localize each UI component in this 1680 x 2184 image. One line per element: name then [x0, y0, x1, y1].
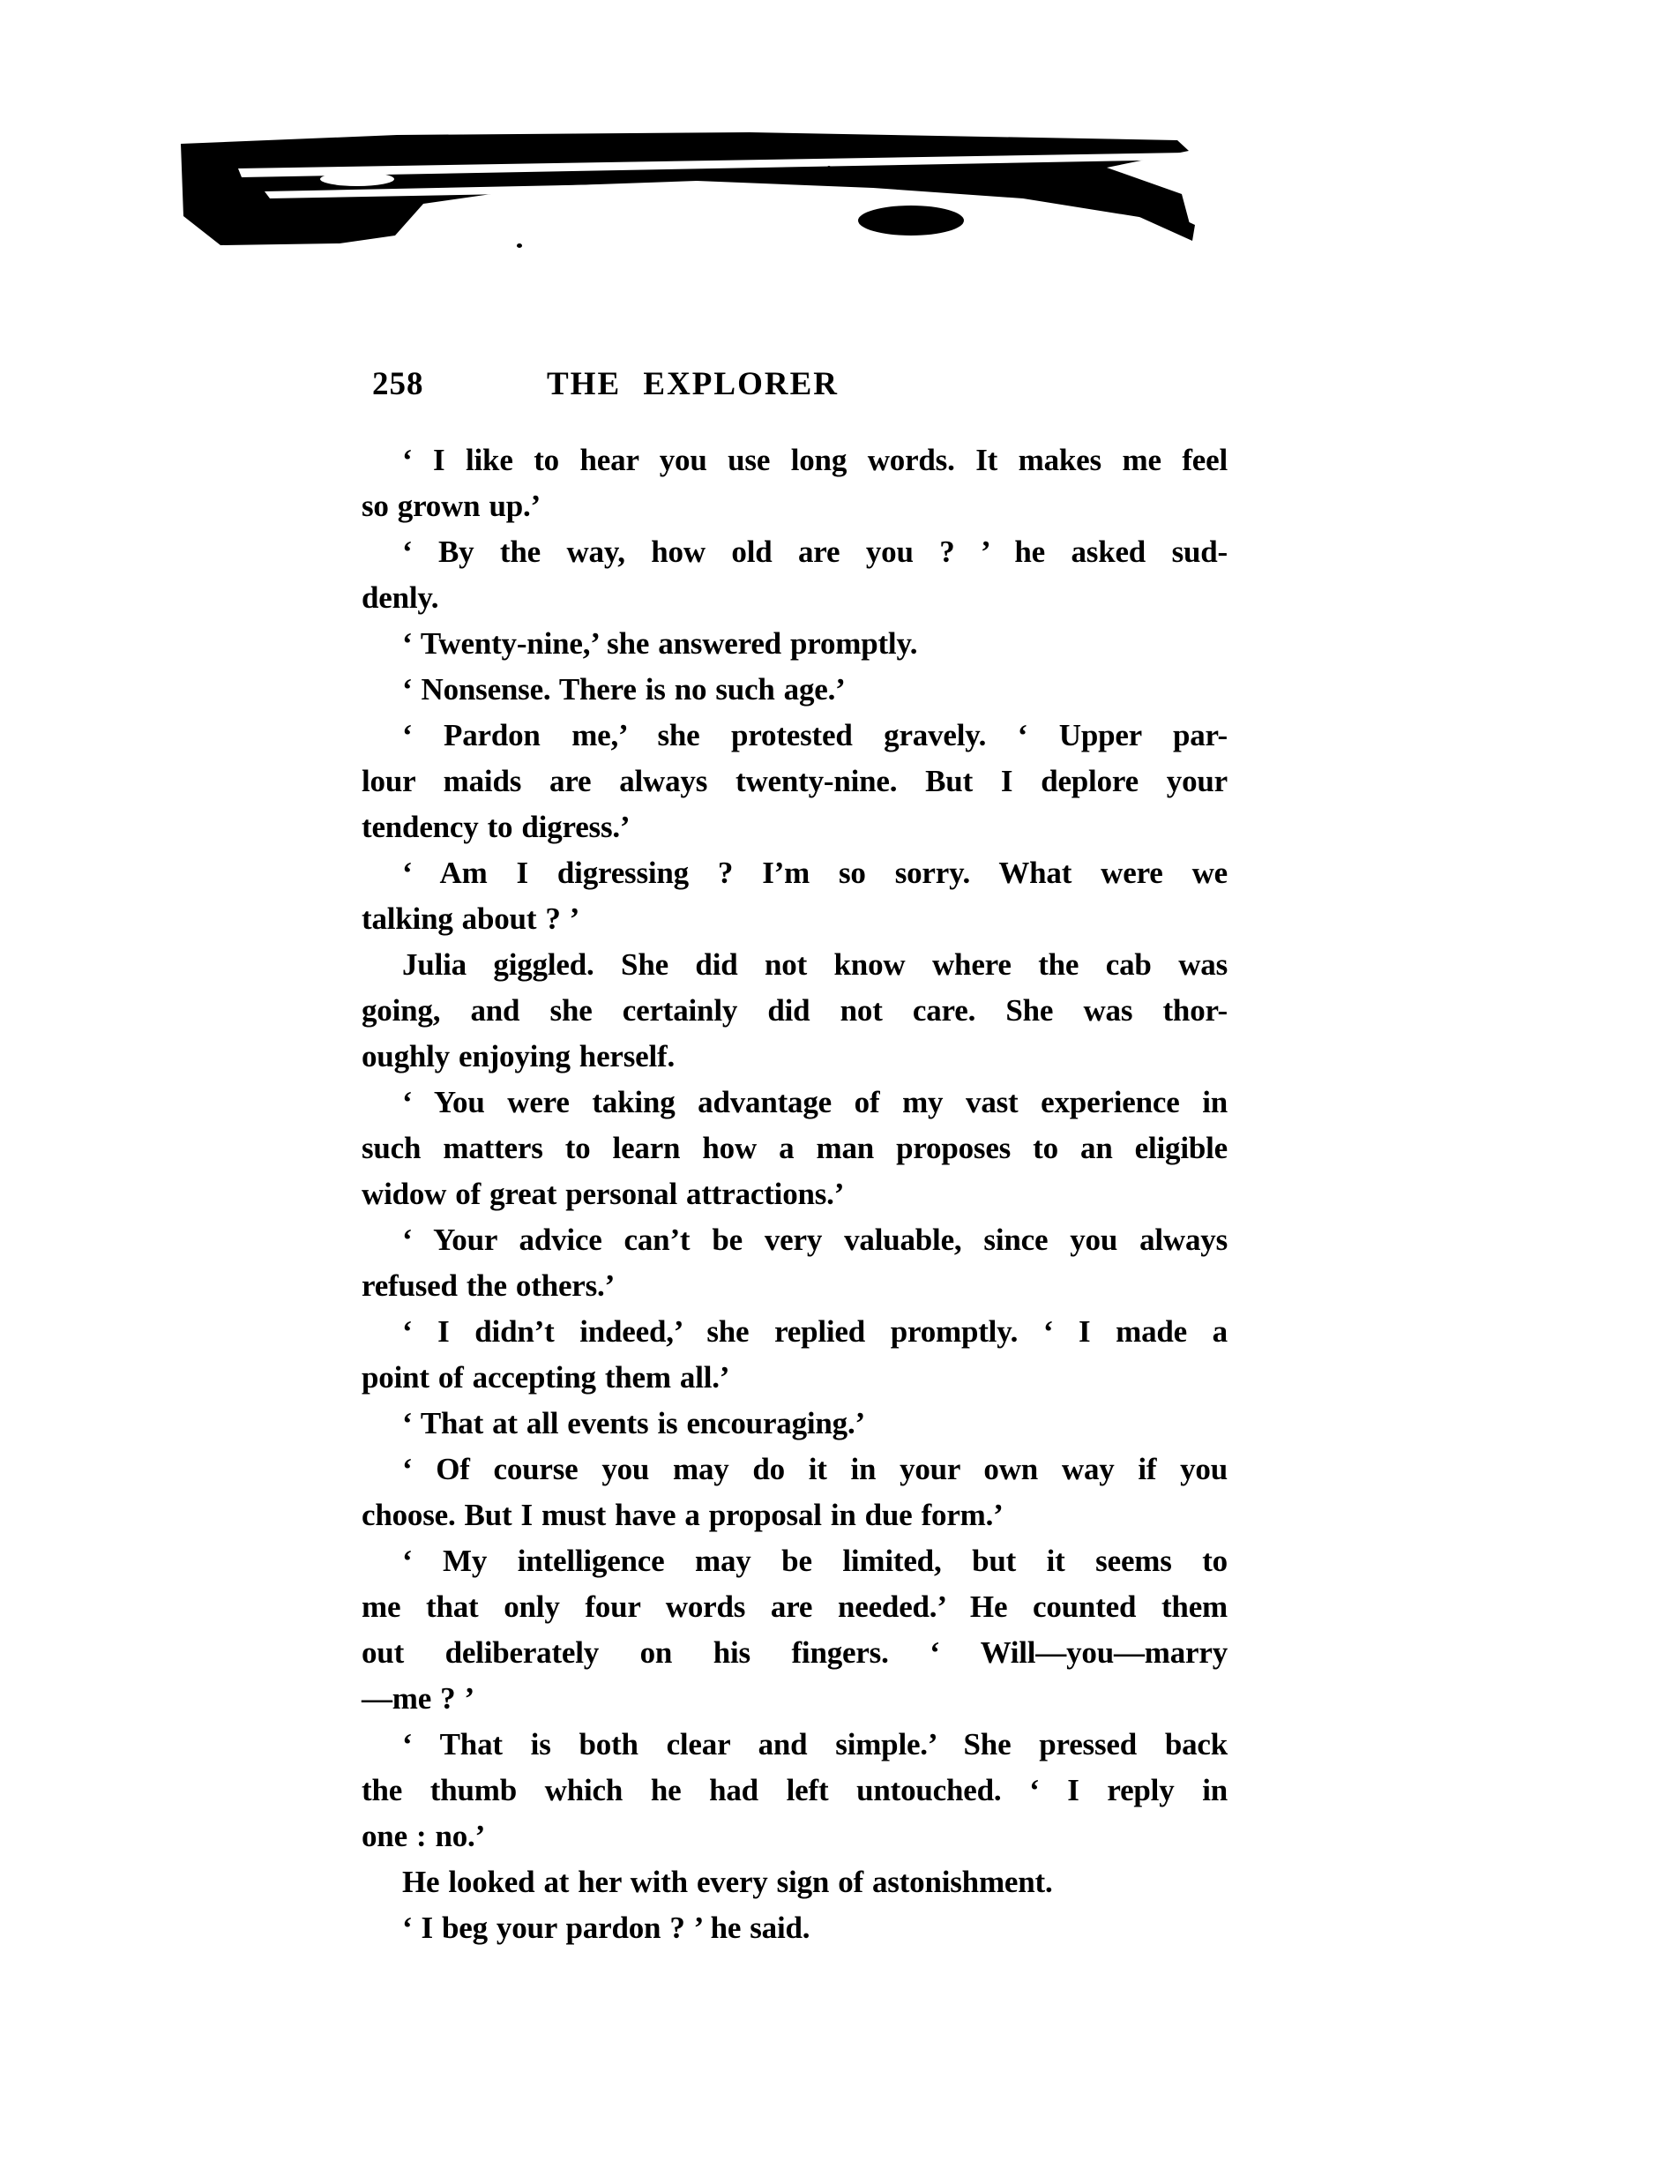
text-line: choose. But I must have a proposal in due form.’ — [362, 1498, 1004, 1532]
text-line: the thumb which he had left untouched. ‘ I reply in — [362, 1773, 1228, 1807]
text-line: ‘ My intelligence may be limited, but it seems to — [402, 1544, 1228, 1578]
text-line: ‘ That is both clear and simple.’ She pressed back — [402, 1727, 1228, 1761]
text-line: one : no.’ — [362, 1819, 486, 1853]
text-line: oughly enjoying herself. — [362, 1039, 676, 1073]
text-line: so grown up.’ — [362, 489, 541, 523]
text-line: talking about ? ’ — [362, 901, 580, 936]
text-line: widow of great personal attractions.’ — [362, 1177, 845, 1211]
running-title: THE EXPLORER — [547, 366, 839, 402]
ink-speck — [827, 166, 831, 169]
text-line: ‘ Of course you may do it in your own way if you — [402, 1452, 1228, 1486]
text-line: —me ? ’ — [362, 1681, 474, 1716]
text-line: out deliberately on his fingers. ‘ Will—you—marry — [362, 1635, 1228, 1670]
text-line: such matters to learn how a man proposes to an eligible — [362, 1131, 1228, 1165]
text-line: ‘ That at all events is encouraging.’ — [402, 1406, 865, 1440]
text-line: ‘ I didn’t indeed,’ she replied promptly. ‘ I made a — [402, 1314, 1228, 1349]
page-number: 258 — [372, 366, 424, 402]
text-line: Julia giggled. She did not know where the cab was — [402, 947, 1228, 982]
text-line: ‘ You were taking advantage of my vast experience in — [402, 1085, 1228, 1119]
text-line: refused the others.’ — [362, 1268, 616, 1303]
text-line: denly. — [362, 580, 439, 615]
text-line: ‘ Pardon me,’ she protested gravely. ‘ Upper par- — [402, 718, 1228, 752]
ink-speck — [517, 243, 522, 248]
text-line: ‘ I like to hear you use long words. It makes me feel — [402, 443, 1228, 477]
body-text — [362, 438, 1228, 1951]
text-line: ‘ Your advice can’t be very valuable, since you always — [402, 1223, 1228, 1257]
running-header — [362, 365, 1228, 409]
text-line: point of accepting them all.’ — [362, 1360, 730, 1395]
text-line: ‘ By the way, how old are you ? ’ he asked sud- — [402, 535, 1228, 569]
text-line: me that only four words are needed.’ He counted them — [362, 1589, 1228, 1624]
ink-smear-artifact — [132, 84, 1199, 260]
text-line: ‘ Twenty-nine,’ she answered promptly. — [402, 626, 918, 661]
text-line: ‘ I beg your pardon ? ’ he said. — [402, 1911, 810, 1945]
text-line: lour maids are always twenty-nine. But I deplore your — [362, 764, 1228, 798]
ink-blot — [858, 206, 964, 236]
text-line: He looked at her with every sign of astonishment. — [402, 1865, 1053, 1899]
text-line: tendency to digress.’ — [362, 810, 631, 844]
text-line: ‘ Am I digressing ? I’m so sorry. What were we — [402, 856, 1228, 890]
text-line: ‘ Nonsense. There is no such age.’ — [402, 672, 846, 707]
text-line: going, and she certainly did not care. She was thor- — [362, 993, 1228, 1028]
